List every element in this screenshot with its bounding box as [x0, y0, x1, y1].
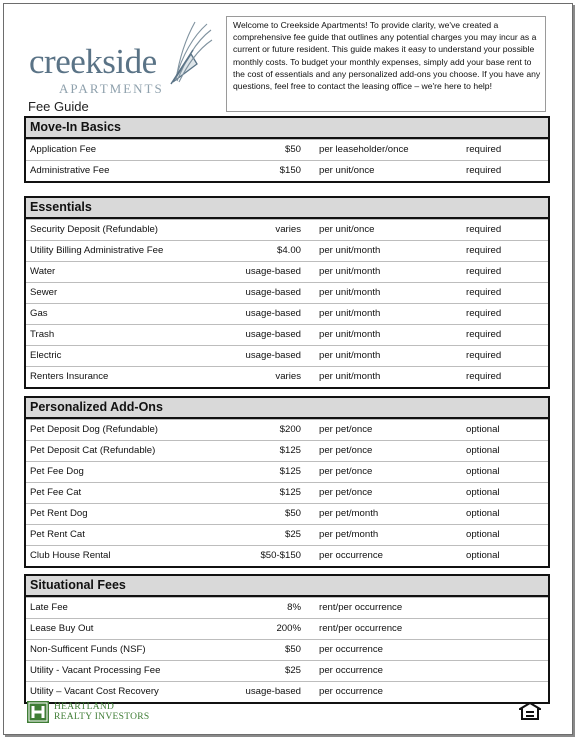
fee-amount: $25 — [284, 529, 301, 540]
fee-name: Security Deposit (Refundable) — [30, 224, 158, 235]
fee-unit: per pet/once — [319, 487, 373, 498]
fee-row — [26, 681, 548, 702]
fee-name: Pet Fee Cat — [30, 487, 82, 498]
fee-name: Non-Sufficent Funds (NSF) — [30, 644, 146, 655]
fee-row — [26, 282, 548, 303]
fee-row — [26, 366, 548, 387]
fee-name: Pet Rent Cat — [30, 529, 85, 540]
fee-requirement: optional — [466, 445, 500, 456]
fee-unit: rent/per occurrence — [319, 602, 403, 613]
fee-amount: $200 — [279, 424, 301, 435]
fee-requirement: optional — [466, 529, 500, 540]
reed-icon — [167, 20, 213, 90]
fee-requirement: optional — [466, 424, 500, 435]
fee-requirement: optional — [466, 508, 500, 519]
fee-amount: varies — [275, 371, 301, 382]
fee-row — [26, 303, 548, 324]
fee-amount: usage-based — [245, 329, 301, 340]
fee-section — [24, 574, 550, 704]
heartland-line1: HEARTLAND — [54, 702, 115, 712]
fee-requirement: required — [466, 266, 502, 277]
fee-requirement: required — [466, 144, 502, 155]
fee-unit: per pet/once — [319, 424, 373, 435]
fee-name: Lease Buy Out — [30, 623, 94, 634]
fee-unit: per unit/month — [319, 308, 381, 319]
fee-unit: per unit/month — [319, 350, 381, 361]
welcome-message: Welcome to Creekside Apartments! To provide clarity, we've created a comprehensive fee guide that outlines any potential charges you may incur as a current or future resident. This guide makes it easy to understand your possible monthly costs. To budget your monthly expenses, simply add your base rent to the cost of essentials and any personalized add-ons you choose. If you have any questions, feel free to contact the leasing office – we're here to help! — [226, 16, 546, 112]
fee-section — [24, 396, 550, 568]
fee-name: Pet Deposit Dog (Refundable) — [30, 424, 158, 435]
fee-requirement: required — [466, 287, 502, 298]
fee-requirement: required — [466, 224, 502, 235]
fee-name: Electric — [30, 350, 62, 361]
logo-wordmark: creekside — [29, 42, 157, 81]
fee-name: Utility - Vacant Processing Fee — [30, 665, 161, 676]
fee-row — [26, 639, 548, 660]
fee-unit: per leaseholder/once — [319, 144, 409, 155]
fee-amount: $50 — [284, 144, 301, 155]
fee-amount: varies — [275, 224, 301, 235]
fee-amount: $50 — [284, 508, 301, 519]
fee-name: Gas — [30, 308, 48, 319]
fee-unit: per occurrence — [319, 644, 383, 655]
fee-guide-label: Fee Guide — [28, 99, 89, 114]
fee-unit: per pet/month — [319, 529, 379, 540]
fee-unit: per occurrence — [319, 550, 383, 561]
fee-unit: per unit/once — [319, 224, 375, 235]
fee-row — [26, 660, 548, 681]
fee-amount: usage-based — [245, 308, 301, 319]
fee-name: Late Fee — [30, 602, 68, 613]
fee-row — [26, 219, 548, 240]
fee-section — [24, 116, 550, 183]
fee-amount: usage-based — [245, 266, 301, 277]
fee-name: Renters Insurance — [30, 371, 109, 382]
fee-name: Pet Fee Dog — [30, 466, 84, 477]
fee-unit: per unit/once — [319, 165, 375, 176]
fee-name: Water — [30, 266, 56, 277]
creekside-logo — [27, 18, 217, 96]
fee-amount: usage-based — [245, 287, 301, 298]
fee-row — [26, 324, 548, 345]
fee-name: Utility – Vacant Cost Recovery — [30, 686, 159, 697]
fee-requirement: required — [466, 350, 502, 361]
fee-row — [26, 461, 548, 482]
fee-unit: per unit/month — [319, 371, 381, 382]
fee-row — [26, 503, 548, 524]
fee-amount: usage-based — [245, 350, 301, 361]
fee-row — [26, 240, 548, 261]
fee-unit: per pet/month — [319, 508, 379, 519]
fee-amount: $4.00 — [276, 245, 301, 256]
fee-unit: per unit/month — [319, 329, 381, 340]
fee-row — [26, 618, 548, 639]
fee-requirement: optional — [466, 487, 500, 498]
fee-row — [26, 139, 548, 160]
fee-unit: per unit/month — [319, 245, 381, 256]
fee-unit: per unit/month — [319, 287, 381, 298]
fee-row — [26, 440, 548, 461]
section-header: Essentials — [26, 198, 548, 219]
fee-row — [26, 482, 548, 503]
fee-requirement: required — [466, 329, 502, 340]
fee-amount: $125 — [279, 487, 301, 498]
fee-name: Club House Rental — [30, 550, 111, 561]
fee-row — [26, 545, 548, 566]
fee-name: Application Fee — [30, 144, 97, 155]
fee-requirement: required — [466, 165, 502, 176]
heartland-line2: REALTY INVESTORS — [54, 712, 150, 722]
fee-amount: 200% — [276, 623, 301, 634]
fee-amount: $150 — [279, 165, 301, 176]
fee-section — [24, 196, 550, 389]
fee-row — [26, 160, 548, 181]
fee-requirement: optional — [466, 466, 500, 477]
fee-amount: usage-based — [245, 686, 301, 697]
fee-requirement: optional — [466, 550, 500, 561]
fee-amount: $125 — [279, 466, 301, 477]
fee-unit: per pet/once — [319, 445, 373, 456]
fee-amount: $50-$150 — [260, 550, 301, 561]
section-header: Move-In Basics — [26, 118, 548, 139]
fee-amount: $25 — [284, 665, 301, 676]
fee-unit: per pet/once — [319, 466, 373, 477]
fee-row — [26, 597, 548, 618]
logo-subtitle: APARTMENTS — [59, 81, 164, 96]
section-header: Personalized Add-Ons — [26, 398, 548, 419]
fee-unit: per unit/month — [319, 266, 381, 277]
fee-amount: $125 — [279, 445, 301, 456]
fee-name: Sewer — [30, 287, 58, 298]
fee-name: Pet Deposit Cat (Refundable) — [30, 445, 156, 456]
fee-unit: per occurrence — [319, 665, 383, 676]
fee-requirement: required — [466, 371, 502, 382]
fee-requirement: required — [466, 308, 502, 319]
fee-row — [26, 419, 548, 440]
fee-requirement: required — [466, 245, 502, 256]
fee-row — [26, 261, 548, 282]
fee-unit: rent/per occurrence — [319, 623, 403, 634]
fee-row — [26, 345, 548, 366]
section-header: Situational Fees — [26, 576, 548, 597]
fee-amount: 8% — [287, 602, 301, 613]
fee-name: Pet Rent Dog — [30, 508, 88, 519]
fee-row — [26, 524, 548, 545]
fee-name: Administrative Fee — [30, 165, 110, 176]
fee-amount: $50 — [284, 644, 301, 655]
equal-housing-icon — [519, 702, 541, 720]
fee-unit: per occurrence — [319, 686, 383, 697]
fee-name: Trash — [30, 329, 55, 340]
fee-name: Utility Billing Administrative Fee — [30, 245, 164, 256]
heartland-h-icon — [27, 701, 49, 723]
